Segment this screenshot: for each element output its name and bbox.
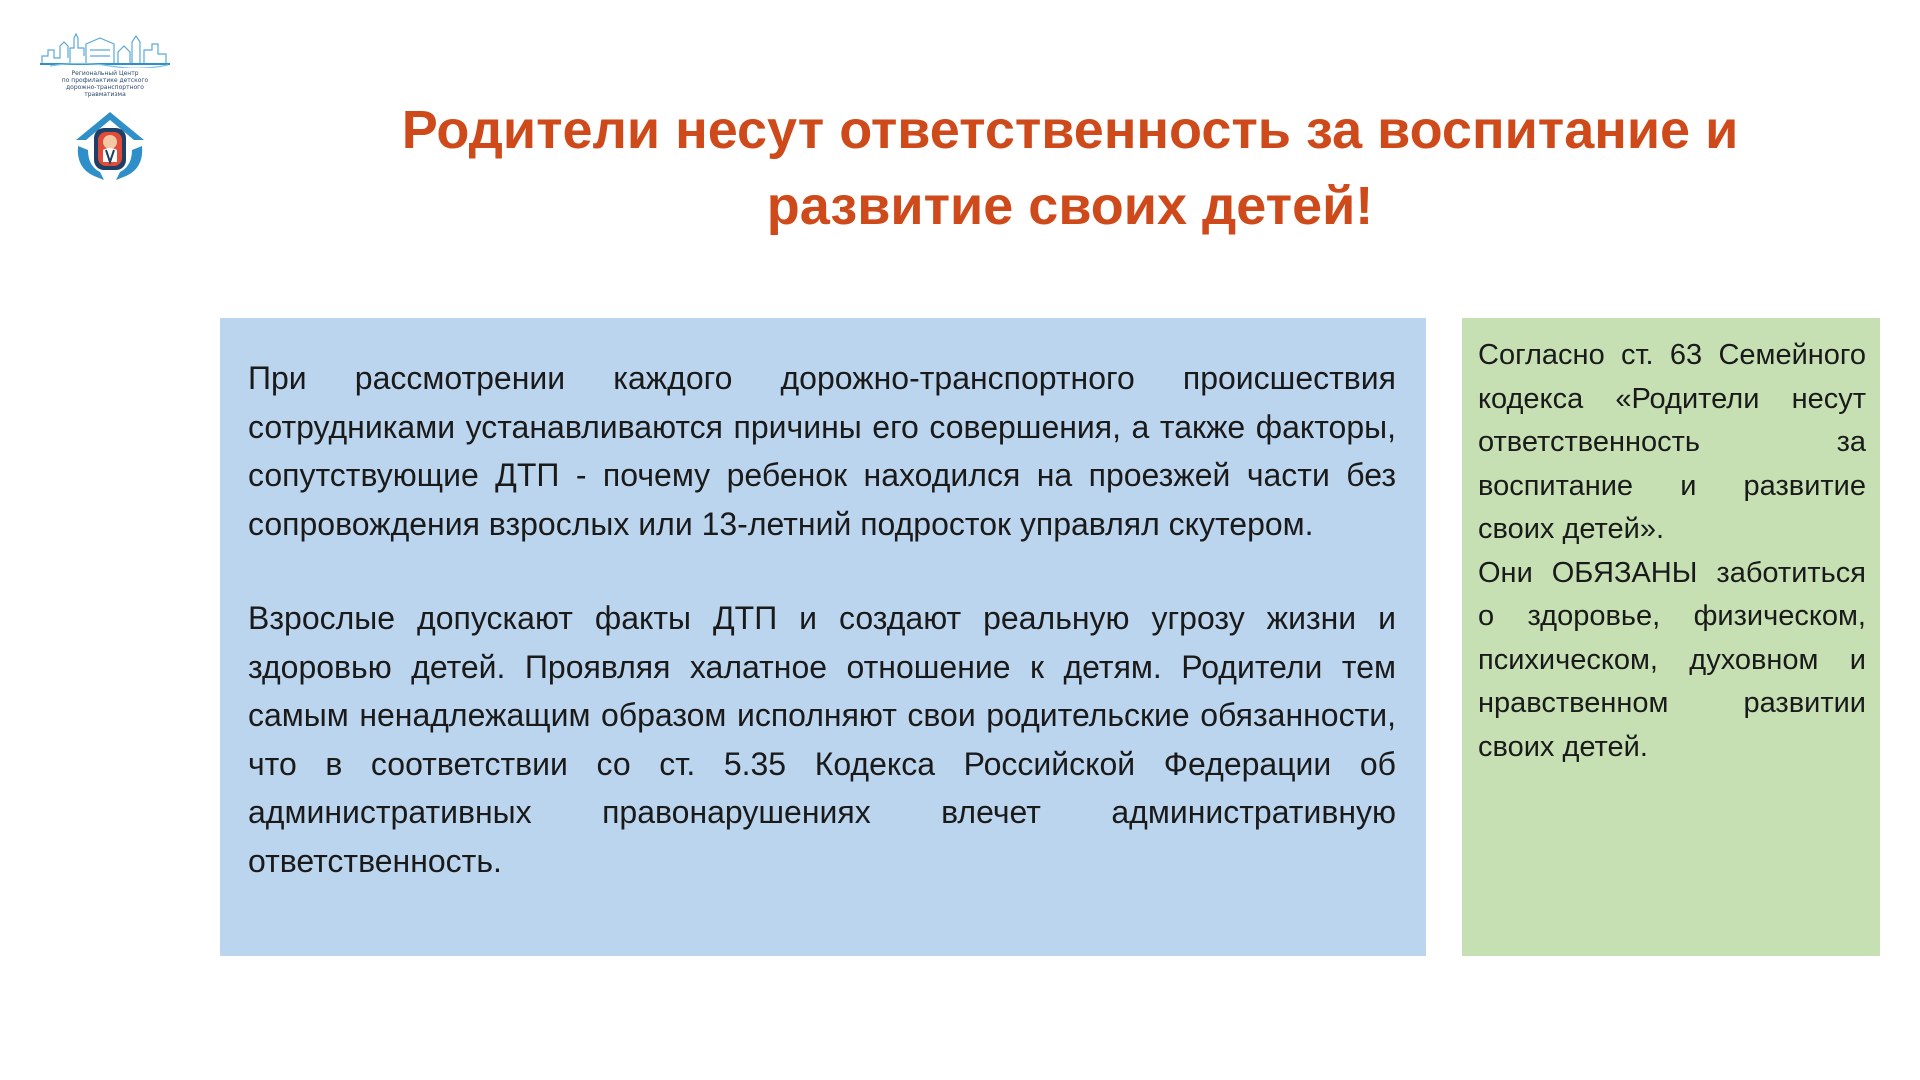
family-code-panel [1462, 318, 1880, 956]
main-text-panel [220, 318, 1426, 956]
side-paragraph-1: Согласно ст. 63 Семейного кодекса «Родители несут ответственность за воспитание и развитие своих детей». [1478, 339, 1866, 545]
title-line-2: развитие своих детей! [766, 176, 1374, 236]
logo-caption-line: травматизма [84, 91, 126, 98]
page-title [300, 92, 1840, 244]
logo-caption [40, 70, 170, 98]
title-line-1: Родители несут ответственность за воспитание и [401, 100, 1739, 160]
city-skyline-icon [40, 28, 170, 68]
logo-caption-line: по профилактике детского [61, 77, 149, 84]
child-car-seat-hands-icon [70, 106, 150, 186]
side-paragraph-2: Они ОБЯЗАНЫ заботиться о здоровье, физическом, психическом, духовном и нравственном развитии своих детей. [1478, 556, 1866, 763]
organization-logo [40, 28, 180, 186]
logo-caption-line: Региональный Центр [71, 70, 139, 77]
main-paragraph-2: Взрослые допускают факты ДТП и создают реальную угрозу жизни и здоровью детей. Проявляя халатное отношение к детям. Родители тем самым ненадлежащим образом исполняют свои родительские обязанности, что в соответствии со ст. 5.35 Кодекса Российской Федерации об административных правонарушениях влечет административную ответственность. [248, 600, 1396, 879]
logo-caption-line: дорожно-транспортного [66, 84, 144, 91]
main-paragraph-1: При рассмотрении каждого дорожно-транспортного происшествия сотрудниками устанавливаются причины его совершения, а также факторы, сопутствующие ДТП - почему ребенок находился на проезжей части без сопровождения взрослых или 13-летний подросток управлял скутером. [248, 360, 1396, 542]
